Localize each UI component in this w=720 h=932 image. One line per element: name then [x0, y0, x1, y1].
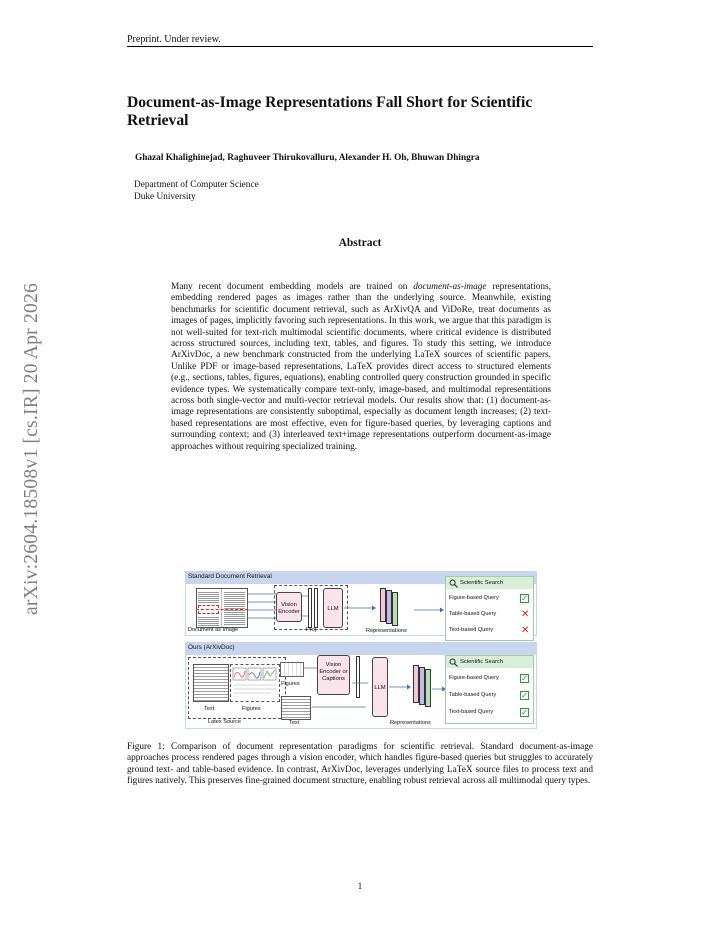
representations-label-bottom: Representations [390, 720, 431, 726]
check-icon: ✓ [521, 594, 528, 603]
arrow-to-search [414, 606, 444, 614]
bottom-query-figure: Figure-based Query [449, 675, 499, 681]
latex-source-label: Latex Source [208, 719, 241, 725]
latex-figures-label: Figures [242, 706, 261, 712]
check-icon: ✓ [521, 691, 528, 700]
arrow-to-representations [344, 604, 376, 612]
figure-caption: Figure 1: Comparison of document representation paradigms for scientific retrieval. Standard document-as-image approaches process rendered pages through a vision encoder, which handles figure-based queries but struggles to accurately ground text- and table-based evidence. In contrast, ArXivDoc, leverages underlying LaTeX source files to process text and figures natively. This preserves fine-grained document structure, enabling robust retrieval across all multimodal query types. [127, 742, 593, 787]
llm-box: LLM [323, 588, 343, 628]
page-number: 1 [357, 882, 363, 892]
abstract-heading: Abstract [338, 237, 382, 249]
bottom-query-text: Text-based Query [449, 709, 494, 715]
bottom-search-panel [445, 655, 534, 724]
latex-text-label: Text [204, 706, 215, 712]
top-query-figure: Figure-based Query [449, 595, 499, 601]
proj-label: Proj [306, 627, 316, 633]
running-header: Preprint. Under review. [127, 34, 221, 45]
llm-box-bottom: LLM [372, 657, 388, 717]
arxiv-identifier-stamp: arXiv:2604.18508v1 [cs.IR] 20 Apr 2026 [21, 283, 42, 615]
latex-text-icon [193, 664, 229, 702]
figures-output-label: Figures [281, 681, 300, 687]
bottom-search-title: Scientific Search [446, 656, 533, 668]
proj-bar [314, 588, 318, 628]
paper-title: Document-as-Image Representations Fall Short for Scientific Retrieval [127, 94, 533, 129]
top-query-text: Text-based Query [449, 627, 494, 633]
abstract-emphasis: document-as-image [413, 282, 487, 292]
proj-bar [308, 588, 312, 628]
header-rule [127, 46, 593, 47]
magnifier-icon [449, 579, 458, 588]
check-icon: ✓ [521, 674, 528, 683]
arrow-to-search-bottom [432, 685, 446, 693]
abstract-text-pre: Many recent document embedding models are trained on [171, 282, 414, 292]
latex-figures-icon [230, 664, 280, 702]
top-search-panel [445, 576, 534, 641]
document-image-icon [196, 588, 248, 628]
arrow-text-to-llm [312, 675, 372, 711]
top-search-title: Scientific Search [446, 577, 533, 589]
check-icon: ✓ [521, 708, 528, 717]
cross-icon: ✕ [521, 625, 530, 636]
bottom-panel-title: Ours (ArXivDoc) [185, 642, 537, 654]
top-panel [185, 580, 537, 636]
text-output-icon [281, 696, 311, 720]
top-panel-title: Standard Document Retrieval [185, 571, 537, 583]
document-as-image-label: Document as Image [188, 627, 239, 633]
vision-encoder-box: Vision Encoder [276, 592, 302, 622]
abstract-body [171, 282, 551, 453]
bottom-query-table: Table-based Query [449, 692, 497, 698]
vision-encoder-or-captions-box: Vision Encoder or Captions [317, 655, 350, 695]
figure-1 [185, 571, 537, 729]
arrow-to-representations-bottom [389, 683, 411, 691]
department: Department of Computer Science [134, 180, 259, 190]
abstract-text-post: representations, embedding rendered pages as images rather than the underlying source. Meanwhile, existing benchmarks for scientific document retrieval, such as ArXivQA and ViDoRe, treat documents as images of pages, implicitly favoring such representations. In this work, we argue that this paradigm is not well-suited for text-rich multimodal scientific documents, where critical evidence is distributed across structured sources, including text, tables, and figures. To study this setting, we introduce ArXivDoc, a new benchmark constructed from the underlying LaTeX sources of scientific papers. Unlike PDF or image-based representations, LaTeX provides direct access to structured elements (e.g., sections, tables, figures, equations), enabling controlled query construction grounded in specific evidence types. We systematically compare text-only, image-based, and multimodal representations across both single-vector and multi-vector retrieval models. Our results show that: (1) document-as-image representations are consistently suboptimal, especially as document length increases; (2) text-based representations are most effective, even for figure-based queries, by leveraging captions and surrounding context; and (3) interleaved text+image representations outperform document-as-image approaches without requiring specialized training. [171, 282, 551, 452]
university: Duke University [134, 191, 196, 202]
representation-stack [380, 588, 404, 626]
author-list: Ghazal Khalighinejad, Raghuveer Thirukovalluru, Alexander H. Oh, Bhuwan Dhingra [135, 153, 480, 163]
cross-icon: ✕ [521, 609, 530, 620]
top-query-table: Table-based Query [449, 611, 497, 617]
figures-output-icon [280, 662, 304, 677]
representations-label: Representations [366, 628, 407, 634]
affiliation [134, 180, 259, 203]
bottom-panel [185, 654, 537, 729]
text-output-label: Text [289, 720, 300, 726]
magnifier-icon [449, 658, 458, 667]
